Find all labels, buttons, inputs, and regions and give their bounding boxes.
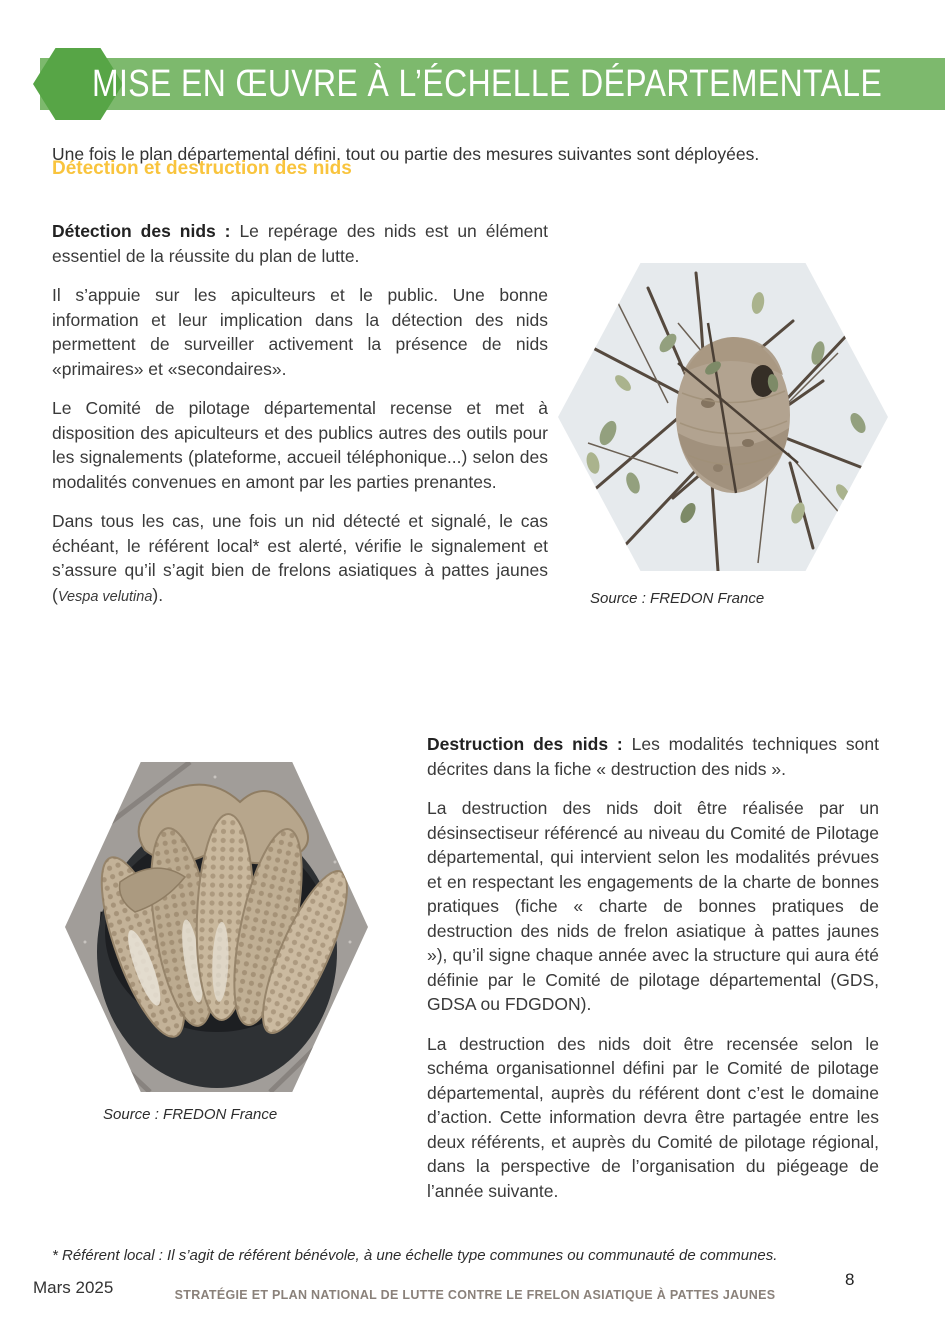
- page-title: MISE EN ŒUVRE À L’ÉCHELLE DÉPARTEMENTALE: [92, 63, 883, 105]
- destruction-lead: Destruction des nids :: [427, 734, 623, 754]
- footnote: * Référent local : Il s’agit de référent bénévole, à une échelle type communes ou communauté de communes.: [52, 1247, 778, 1264]
- detection-paragraph-3: Le Comité de pilotage départemental recense et met à disposition des apiculteurs et des publics autres des outils pour les signalements (plateforme, accueil téléphonique...) selon des modalités convenues en amont par les parties prenantes.: [52, 398, 548, 492]
- detection-section: [52, 219, 548, 624]
- section-heading: Détection et destruction des nids: [52, 158, 352, 179]
- detection-paragraph-4: [52, 509, 548, 609]
- destruction-section: [427, 732, 879, 1218]
- footer-date: Mars 2025: [33, 1278, 114, 1297]
- detection-paragraph-1: [52, 219, 548, 268]
- footer-document-title: STRATÉGIE ET PLAN NATIONAL DE LUTTE CONTRE LE FRELON ASIATIQUE À PATTES JAUNES: [174, 1288, 776, 1302]
- destruction-paragraph-1: [427, 732, 879, 781]
- destruction-lead-rest: Les modalités techniques sont décrites dans la fiche « destruction des nids ».: [427, 734, 879, 779]
- detection-lead-rest: Le repérage des nids est un élément essentiel de la réussite du plan de lutte.: [52, 221, 548, 266]
- page-number: 8: [845, 1270, 855, 1289]
- nest-photo-caption: Source : FREDON France: [590, 590, 765, 607]
- bucket-photo-hexagon: [65, 762, 368, 1092]
- destruction-paragraph-2: La destruction des nids doit être réalisée par un désinsectiseur référencé au niveau du Comité de Pilotage départemental, qui intervient selon les modalités prévues et en respectant les engagements de la charte de bonnes pratiques (fiche « charte de bonnes pratiques de destruction des nids de frelon asiatique à pattes jaunes »), qu’il signe chaque année avec la structure qui aura été définie par le Comité de pilotage départemental (GDS, GDSA ou FDGDON).: [427, 798, 879, 1014]
- destruction-paragraph-3: La destruction des nids doit être recensée selon le schéma organisationnel défini par le Comité de pilotage départemental, auprès du référent dont c’est le domaine d’action. Cette information devra être partagée entre les deux référents, et auprès du Comité de pilotage régional, dans la perspective de l’organisation du piégeage de l’année suivante.: [427, 1033, 879, 1201]
- intro-text: Une fois le plan départemental défini, tout ou partie des mesures suivantes sont déployées.: [52, 143, 760, 164]
- bucket-photo-illustration: [65, 762, 368, 1092]
- nest-in-tree-photo: [558, 263, 888, 571]
- detection-paragraph-2: Il s’appuie sur les apiculteurs et le public. Une bonne information et leur implication dans la détection des nids permettent de surveiller activement la présence de nids «primaires» et «secondaires».: [52, 285, 548, 379]
- nest-photo-hexagon: [558, 263, 888, 571]
- detection-paragraph-4-text: Dans tous les cas, une fois un nid détecté et signalé, le cas échéant, le référent local* est alerté, vérifie le signalement et s’assure qu’il s’agit bien de frelons asiatiques à pattes jaunes (: [52, 511, 548, 605]
- nest-photo-illustration: [558, 263, 888, 571]
- bucket-photo-caption: Source : FREDON France: [103, 1106, 278, 1123]
- species-name: Vespa velutina: [57, 588, 153, 605]
- page-banner: [40, 58, 945, 110]
- detection-lead: Détection des nids :: [52, 221, 231, 241]
- nest-combs-bucket-photo: [65, 762, 368, 1092]
- detection-paragraph-4-end: ).: [152, 584, 164, 605]
